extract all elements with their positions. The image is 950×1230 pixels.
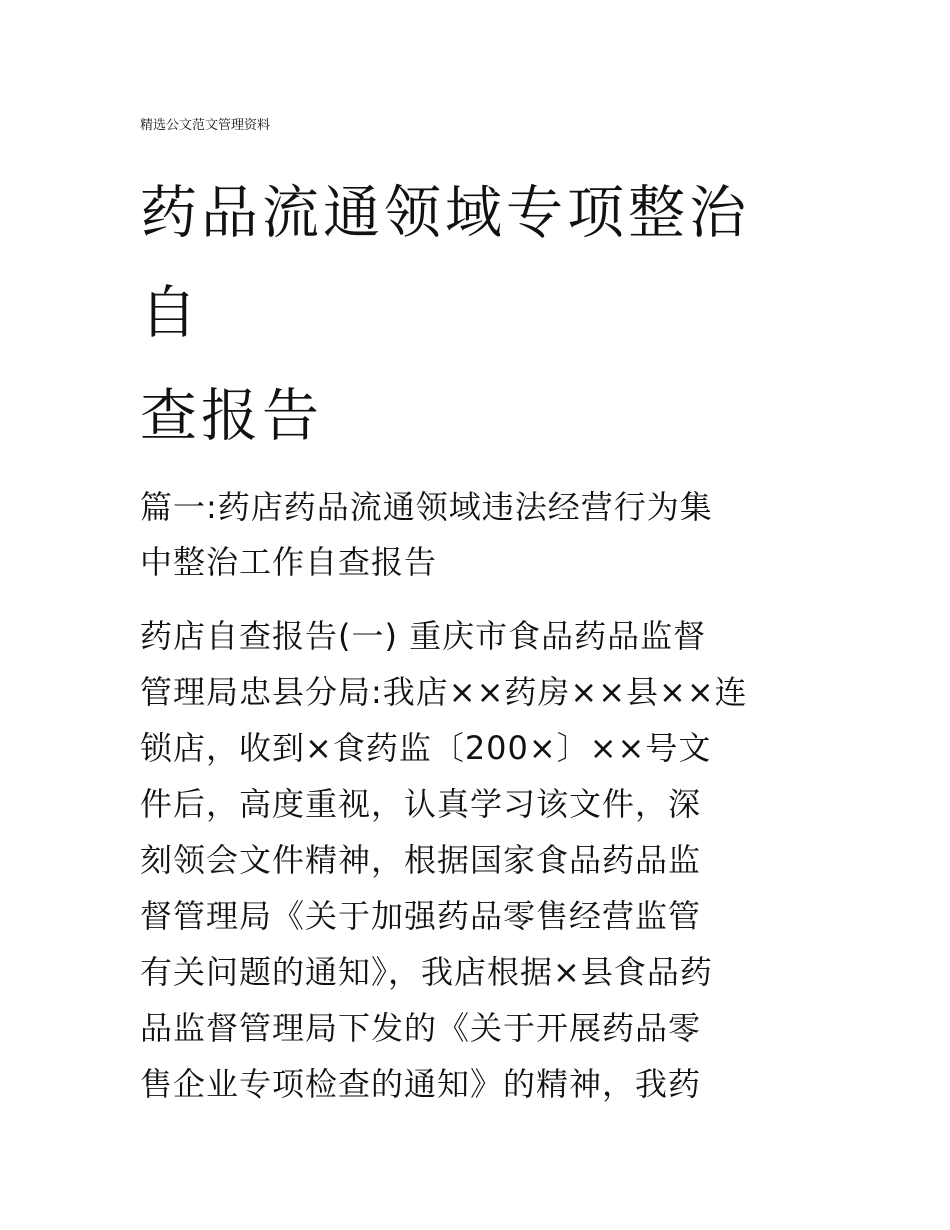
body-line: 有关问题的通知》，我店根据×县食品药	[140, 953, 713, 991]
body-line: 督管理局《关于加强药品零售经营监管	[140, 897, 702, 935]
body-line: 刻领会文件精神，根据国家食品药品监	[140, 841, 702, 879]
title-line-2: 自	[140, 280, 201, 346]
title-line-1: 药品流通领域专项整治	[140, 180, 750, 246]
body-line: 品监督管理局下发的《关于开展药品零	[140, 1009, 702, 1047]
body-line: 售企业专项检查的通知》的精神，我药	[140, 1065, 702, 1103]
subtitle-line-1: 篇一:药店药品流通领域违法经营行为集	[140, 488, 713, 526]
title-line-3: 查报告	[140, 383, 323, 449]
body-line: 锁店，收到×食药监〔200×〕××号文	[140, 729, 712, 767]
subtitle-line-2: 中整治工作自查报告	[140, 543, 438, 581]
body-line: 管理局忠县分局:我店××药房××县××连	[140, 673, 748, 711]
header-note: 精选公文范文管理资料	[140, 118, 271, 133]
body-line: 药店自查报告(一) 重庆市食品药品监督	[140, 617, 707, 655]
body-line: 件后，高度重视，认真学习该文件，深	[140, 785, 702, 823]
